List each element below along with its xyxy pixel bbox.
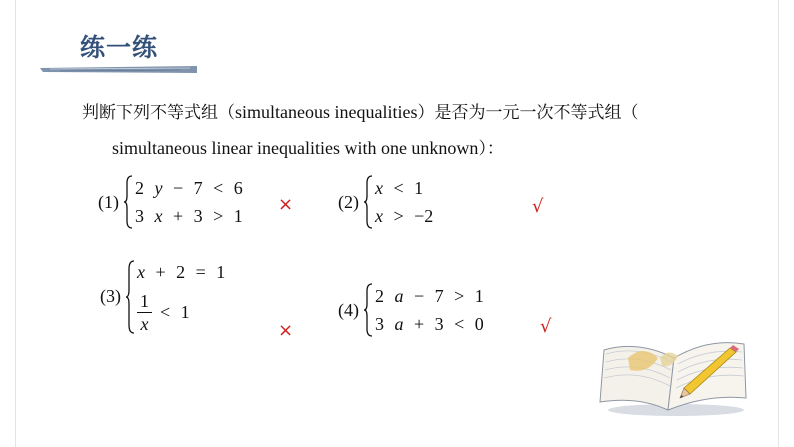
inequality-line-1: 2 y − 7 < 6	[135, 178, 243, 198]
prompt-text-zh2: ）是否为一元一次不等式组（	[417, 103, 639, 123]
question-prompt-line2	[112, 134, 504, 159]
check-mark-icon: √	[540, 316, 552, 337]
inequality-system-2	[338, 174, 433, 230]
check-mark-icon: √	[532, 196, 544, 217]
inequality-line-2: 3 x + 3 > 1	[135, 206, 243, 226]
fraction: $\frac{1}{x}$	[137, 290, 152, 335]
system-label: (1)	[98, 191, 119, 212]
question-prompt-line1	[82, 98, 638, 123]
prompt-text-zh1: 判断下列不等式组（	[82, 103, 235, 123]
left-border-rule	[15, 0, 16, 447]
inequality-line-2: $\frac{1}{x}$ < 1	[137, 290, 225, 335]
open-book-pencil-illustration	[598, 318, 748, 418]
inequality-system-3	[100, 258, 225, 335]
inequality-line-1: 2 a − 7 > 1	[375, 286, 484, 306]
system-label: (4)	[338, 299, 359, 320]
wrong-mark-icon: ×	[278, 194, 294, 215]
inequality-system-4	[338, 282, 484, 338]
left-brace-icon	[363, 175, 373, 229]
title-underline-brush	[40, 66, 197, 73]
inequality-line-2: x > −2	[375, 206, 434, 226]
slide-title: 练一练	[80, 33, 159, 62]
left-brace-icon	[123, 175, 133, 229]
inequality-system-1	[98, 174, 243, 230]
inequality-line-1: x < 1	[375, 178, 424, 198]
left-brace-icon	[125, 260, 135, 334]
inequality-line-1: x + 2 = 1	[137, 262, 226, 282]
prompt-text-zh3: ）：	[478, 139, 504, 159]
right-border-rule	[778, 0, 779, 447]
system-label: (2)	[338, 191, 359, 212]
prompt-text-latin1: simultaneous inequalities	[235, 102, 418, 122]
wrong-mark-icon: ×	[278, 320, 294, 341]
prompt-text-latin2: simultaneous linear inequalities with one unknown	[112, 138, 479, 158]
inequality-line-2: 3 a + 3 < 0	[375, 314, 484, 334]
left-brace-icon	[363, 283, 373, 337]
system-label: (3)	[100, 286, 121, 306]
